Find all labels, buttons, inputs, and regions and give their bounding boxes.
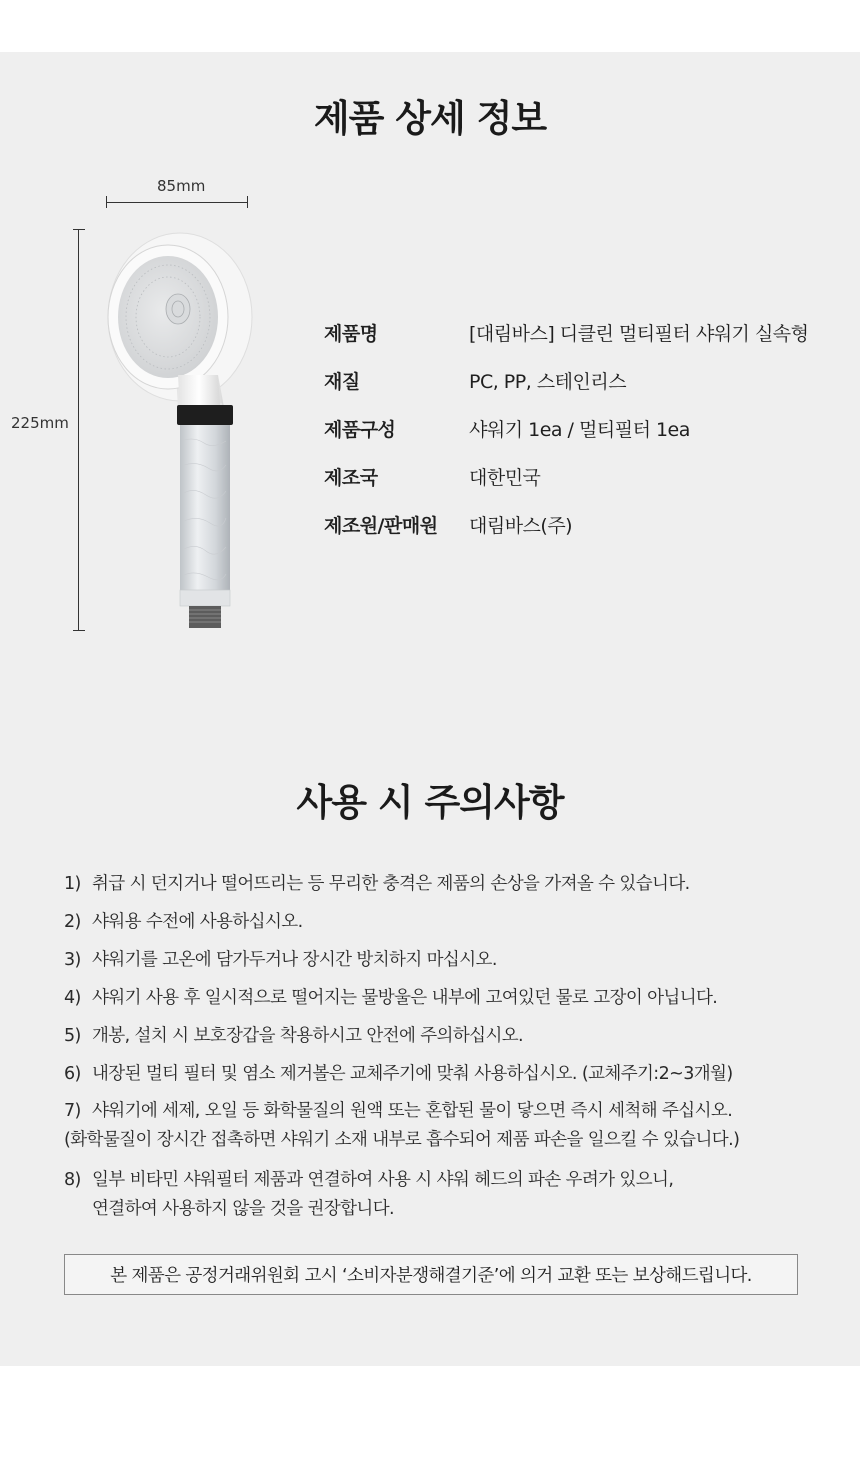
precaution-text: 개봉, 설치 시 보호장갑을 착용하시고 안전에 주의하십시오.	[92, 1026, 524, 1046]
width-dimension-line	[106, 202, 248, 203]
spec-key: 제조국	[324, 466, 378, 489]
precaution-number: 2)	[64, 912, 81, 932]
precaution-number: 1)	[64, 874, 81, 894]
precaution-number: 7)	[64, 1101, 81, 1121]
width-dimension-tick-right	[247, 196, 248, 208]
precaution-text: 샤워기를 고온에 담가두거나 장시간 방치하지 마십시오.	[92, 950, 497, 970]
spec-key: 제품명	[324, 322, 378, 345]
precaution-item	[64, 984, 717, 1013]
precaution-number: 3)	[64, 950, 81, 970]
precaution-number: 5)	[64, 1026, 81, 1046]
precaution-text: 샤워기에 세제, 오일 등 화학물질의 원액 또는 혼합된 물이 닿으면 즉시 세척해 주십시오.	[92, 1101, 733, 1121]
precaution-number: 4)	[64, 988, 81, 1008]
shower-head-image	[100, 225, 260, 635]
precaution-text: 취급 시 던지거나 떨어뜨리는 등 무리한 충격은 제품의 손상을 가져올 수 있습니다.	[92, 874, 690, 894]
height-dimension-tick-top	[73, 229, 85, 230]
precaution-text-continued: (화학물질이 장시간 접촉하면 샤워기 소재 내부로 흡수되어 제품 파손을 일으킬 수 있습니다.)	[64, 1130, 740, 1150]
height-dimension-line	[78, 229, 79, 631]
precaution-item	[64, 946, 497, 975]
spec-key: 제조원/판매원	[324, 514, 438, 537]
precaution-item	[64, 1166, 673, 1224]
spec-row-material	[324, 365, 626, 395]
compensation-notice: 본 제품은 공정거래위원회 고시 ‘소비자분쟁해결기준’에 의거 교환 또는 보상해드립니다.	[64, 1254, 798, 1295]
height-dimension-label: 225mm	[11, 414, 69, 432]
spec-row-country	[324, 461, 540, 491]
spec-row-product-name	[324, 317, 809, 347]
precaution-item	[64, 1060, 733, 1089]
precaution-item	[64, 1097, 739, 1155]
section-title-product-info: 제품 상세 정보	[313, 97, 547, 140]
precaution-text-continued: 연결하여 사용하지 않을 것을 권장합니다.	[92, 1199, 394, 1219]
precaution-number: 6)	[64, 1064, 81, 1084]
precaution-item	[64, 870, 690, 899]
spec-value: [대림바스] 디클린 멀티필터 샤워기 실속형	[469, 322, 809, 345]
spec-row-manufacturer	[324, 509, 572, 539]
precaution-item	[64, 1022, 523, 1051]
width-dimension-tick-left	[106, 196, 107, 208]
precaution-text: 일부 비타민 샤워필터 제품과 연결하여 사용 시 샤워 헤드의 파손 우려가 있으니,	[92, 1170, 674, 1190]
precaution-text: 샤워기 사용 후 일시적으로 떨어지는 물방울은 내부에 고여있던 물로 고장이 아닙니다.	[92, 988, 718, 1008]
precaution-text: 샤워용 수전에 사용하십시오.	[92, 912, 303, 932]
spec-value: PC, PP, 스테인리스	[469, 370, 627, 393]
precaution-number: 8)	[64, 1170, 81, 1190]
spec-value: 대한민국	[469, 466, 541, 489]
width-dimension-label: 85mm	[157, 177, 206, 195]
spec-key: 제품구성	[324, 418, 396, 441]
spec-key: 재질	[324, 370, 360, 393]
precaution-item	[64, 908, 303, 937]
height-dimension-tick-bottom	[73, 630, 85, 631]
spec-row-components	[324, 413, 690, 443]
spec-value: 대림바스(주)	[469, 514, 573, 537]
spec-value: 샤워기 1ea / 멀티필터 1ea	[469, 418, 690, 441]
precaution-text: 내장된 멀티 필터 및 염소 제거볼은 교체주기에 맞춰 사용하십시오. (교체주기:2~3개월)	[92, 1064, 733, 1084]
section-title-precautions: 사용 시 주의사항	[296, 781, 564, 824]
